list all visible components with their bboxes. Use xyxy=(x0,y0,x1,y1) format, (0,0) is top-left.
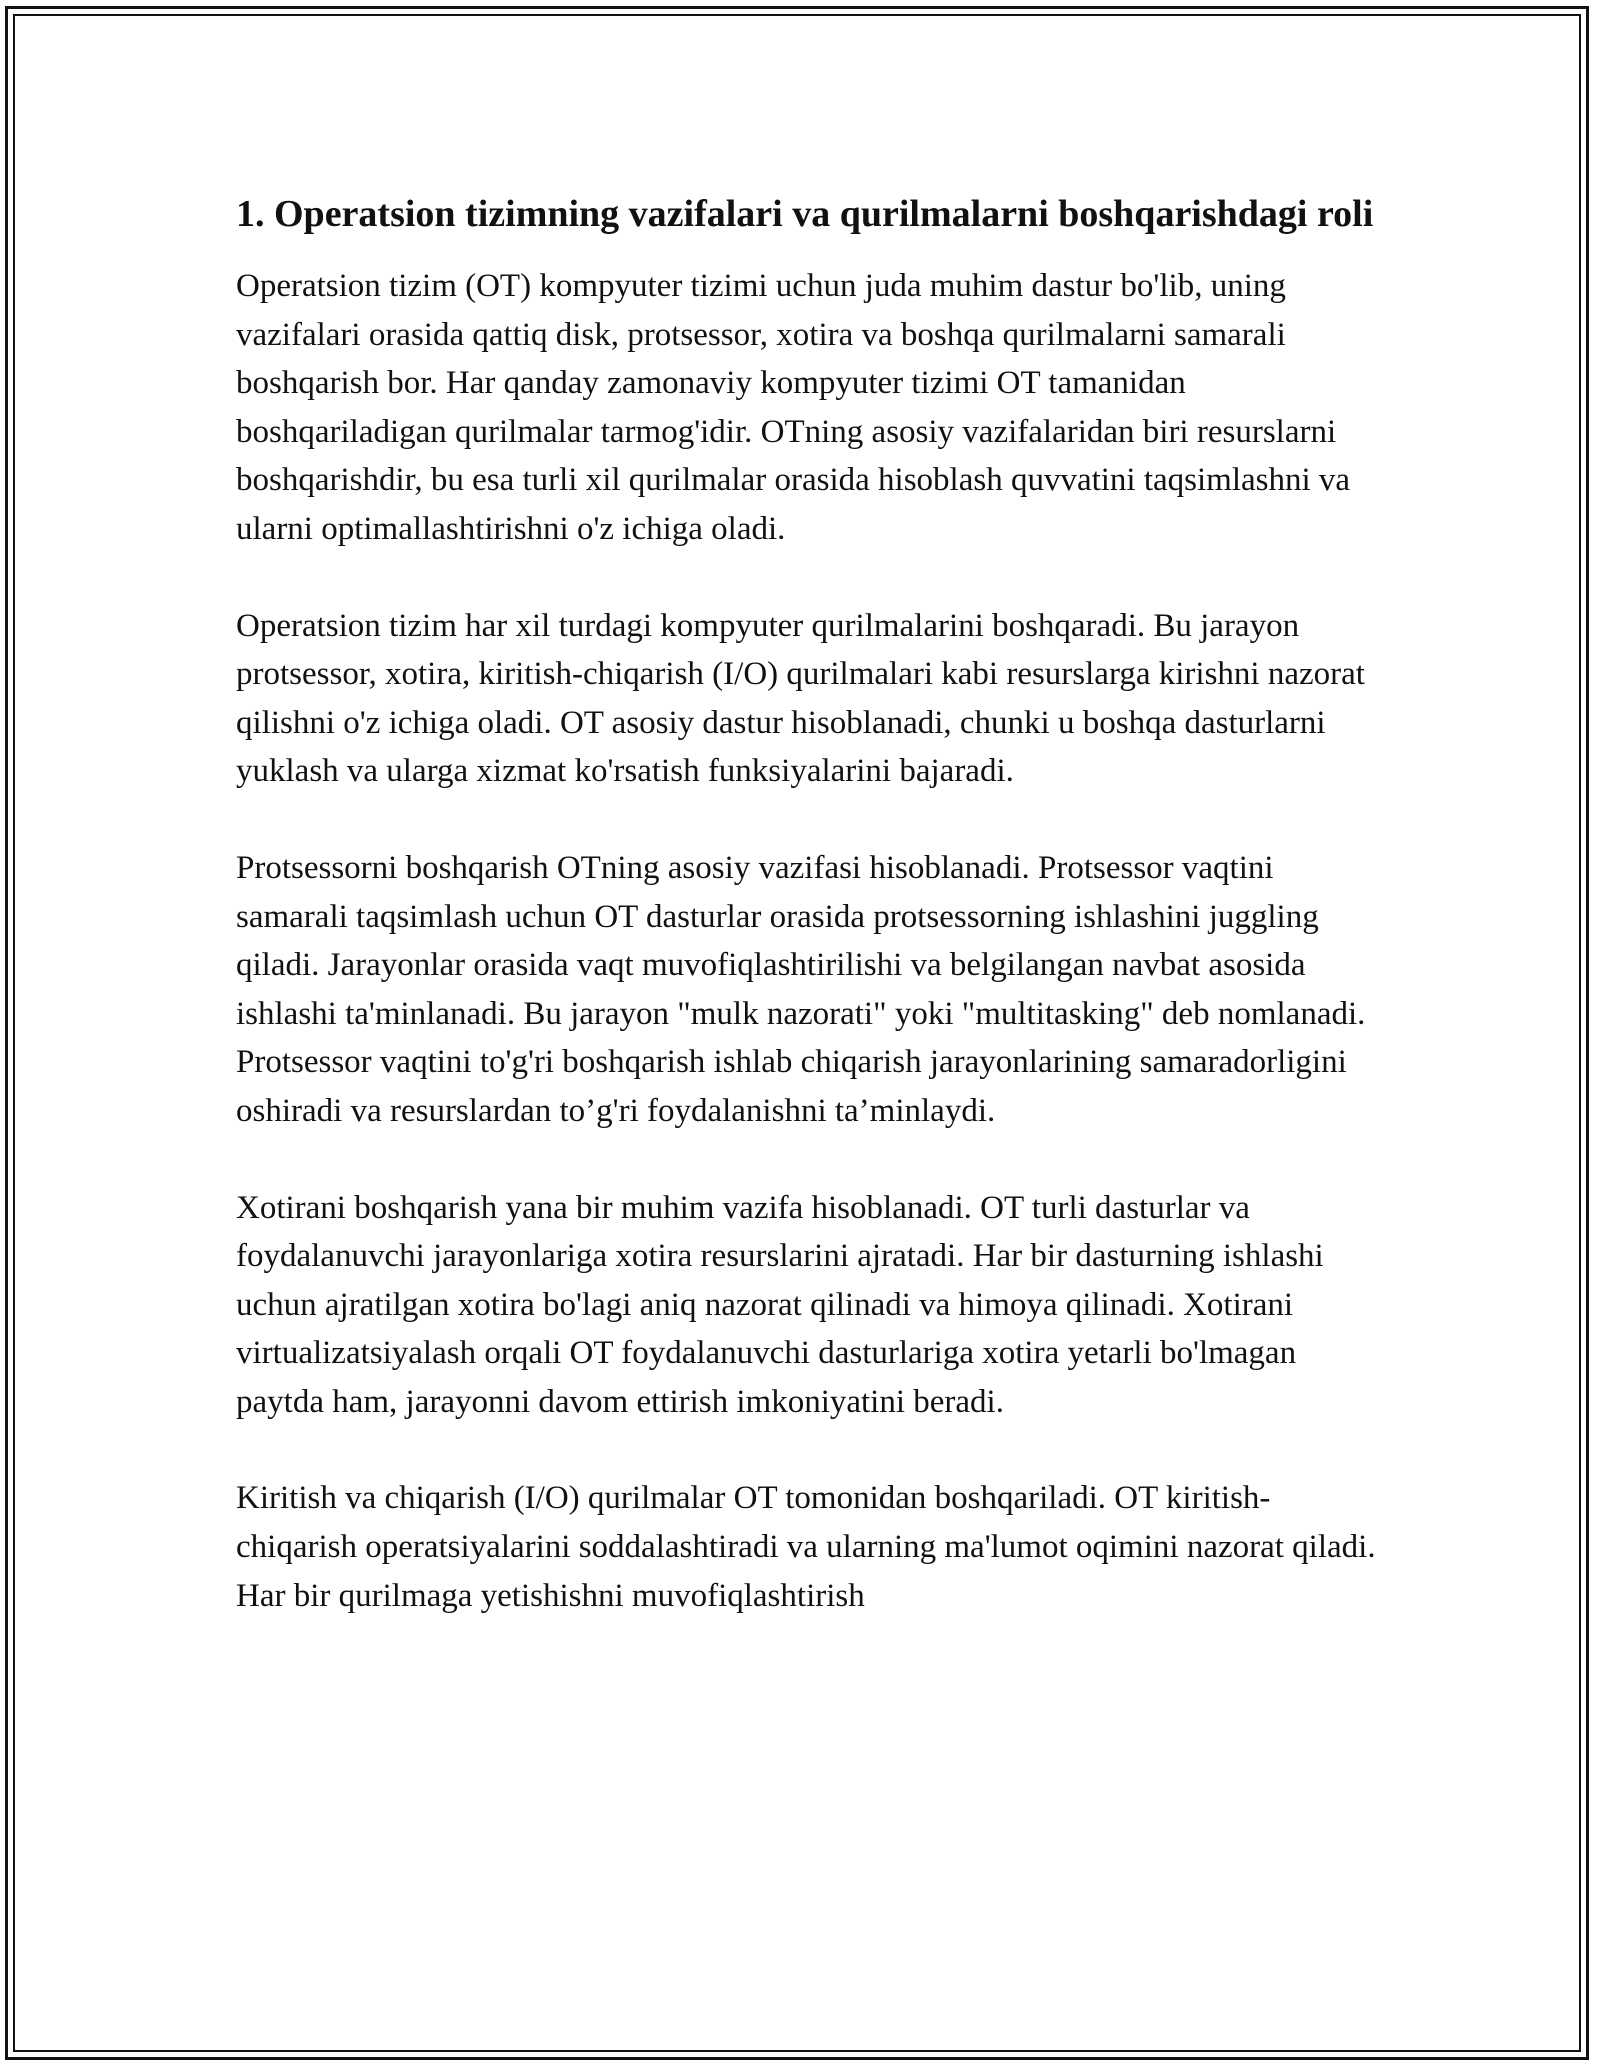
paragraph-io-management: Kiritish va chiqarish (I/O) qurilmalar OT tomonidan boshqariladi. OT kiritish-chiqarish operatsiyalarini soddalashtiradi va ularning ma'lumot oqimini nazorat qiladi. Har bir qurilmaga yetishishni muvofiqlashtirish xyxy=(236,1480,1376,1614)
paragraph-intro: Operatsion tizim (OT) kompyuter tizimi uchun juda muhim dastur bo'lib, uning vazifalari orasida qattiq disk, protsessor, xotira va boshqa qurilmalarni samarali boshqarish bor. Har qanday zamonaviy kompyuter tizimi OT tamanidan boshqariladigan qurilmalar tarmog'idir. OTning asosiy vazifalaridan biri resurslarni boshqarishdir, bu esa turli xil qurilmalar orasida hisoblash quvvatini taqsimlashni va ularni optimallashtirishni o'z ichiga oladi. xyxy=(236,268,1351,547)
paragraph-memory-management: Xotirani boshqarish yana bir muhim vazifa hisoblanadi. OT turli dasturlar va foydalanuvchi jarayonlariga xotira resurslarini ajratadi. Har bir dasturning ishlashi uchun ajratilgan xotira bo'lagi aniq nazorat qilinadi va himoya qilinadi. Xotirani virtualizatsiyalash orqali OT foydalanuvchi dasturlariga xotira yetarli bo'lmagan paytda ham, jarayonni davom ettirish imkoniyatini beradi. xyxy=(236,1189,1324,1420)
paragraph-device-management: Operatsion tizim har xil turdagi kompyuter qurilmalarini boshqaradi. Bu jarayon protsessor, xotira, kiritish-chiqarish (I/O) qurilmalari kabi resurslarga kirishni nazorat qilishni o'z ichiga oladi. OT asosiy dastur hisoblanadi, chunki u boshqa dasturlarni yuklash va ularga xizmat ko'rsatish funksiyalarini bajaradi. xyxy=(236,607,1365,790)
document-body xyxy=(236,188,1386,1668)
paragraph-processor-management: Protsessorni boshqarish OTning asosiy vazifasi hisoblanadi. Protsessor vaqtini samarali taqsimlash uchun OT dasturlar orasida protsessorning ishlashini juggling qiladi. Jarayonlar orasida vaqt muvofiqlashtirilishi va belgilangan navbat asosida ishlashi ta'minlanadi. Bu jarayon "mulk nazorati" yoki "multitasking" deb nomlanadi. Protsessor vaqtini to'g'ri boshqarish ishlab chiqarish jarayonlarining samaradorligini oshiradi va resurslardan to’g'ri foydalanishni ta’minlaydi. xyxy=(236,849,1366,1129)
section-heading: 1. Operatsion tizimning vazifalari va qurilmalarni boshqarishdagi roli xyxy=(236,193,1374,235)
